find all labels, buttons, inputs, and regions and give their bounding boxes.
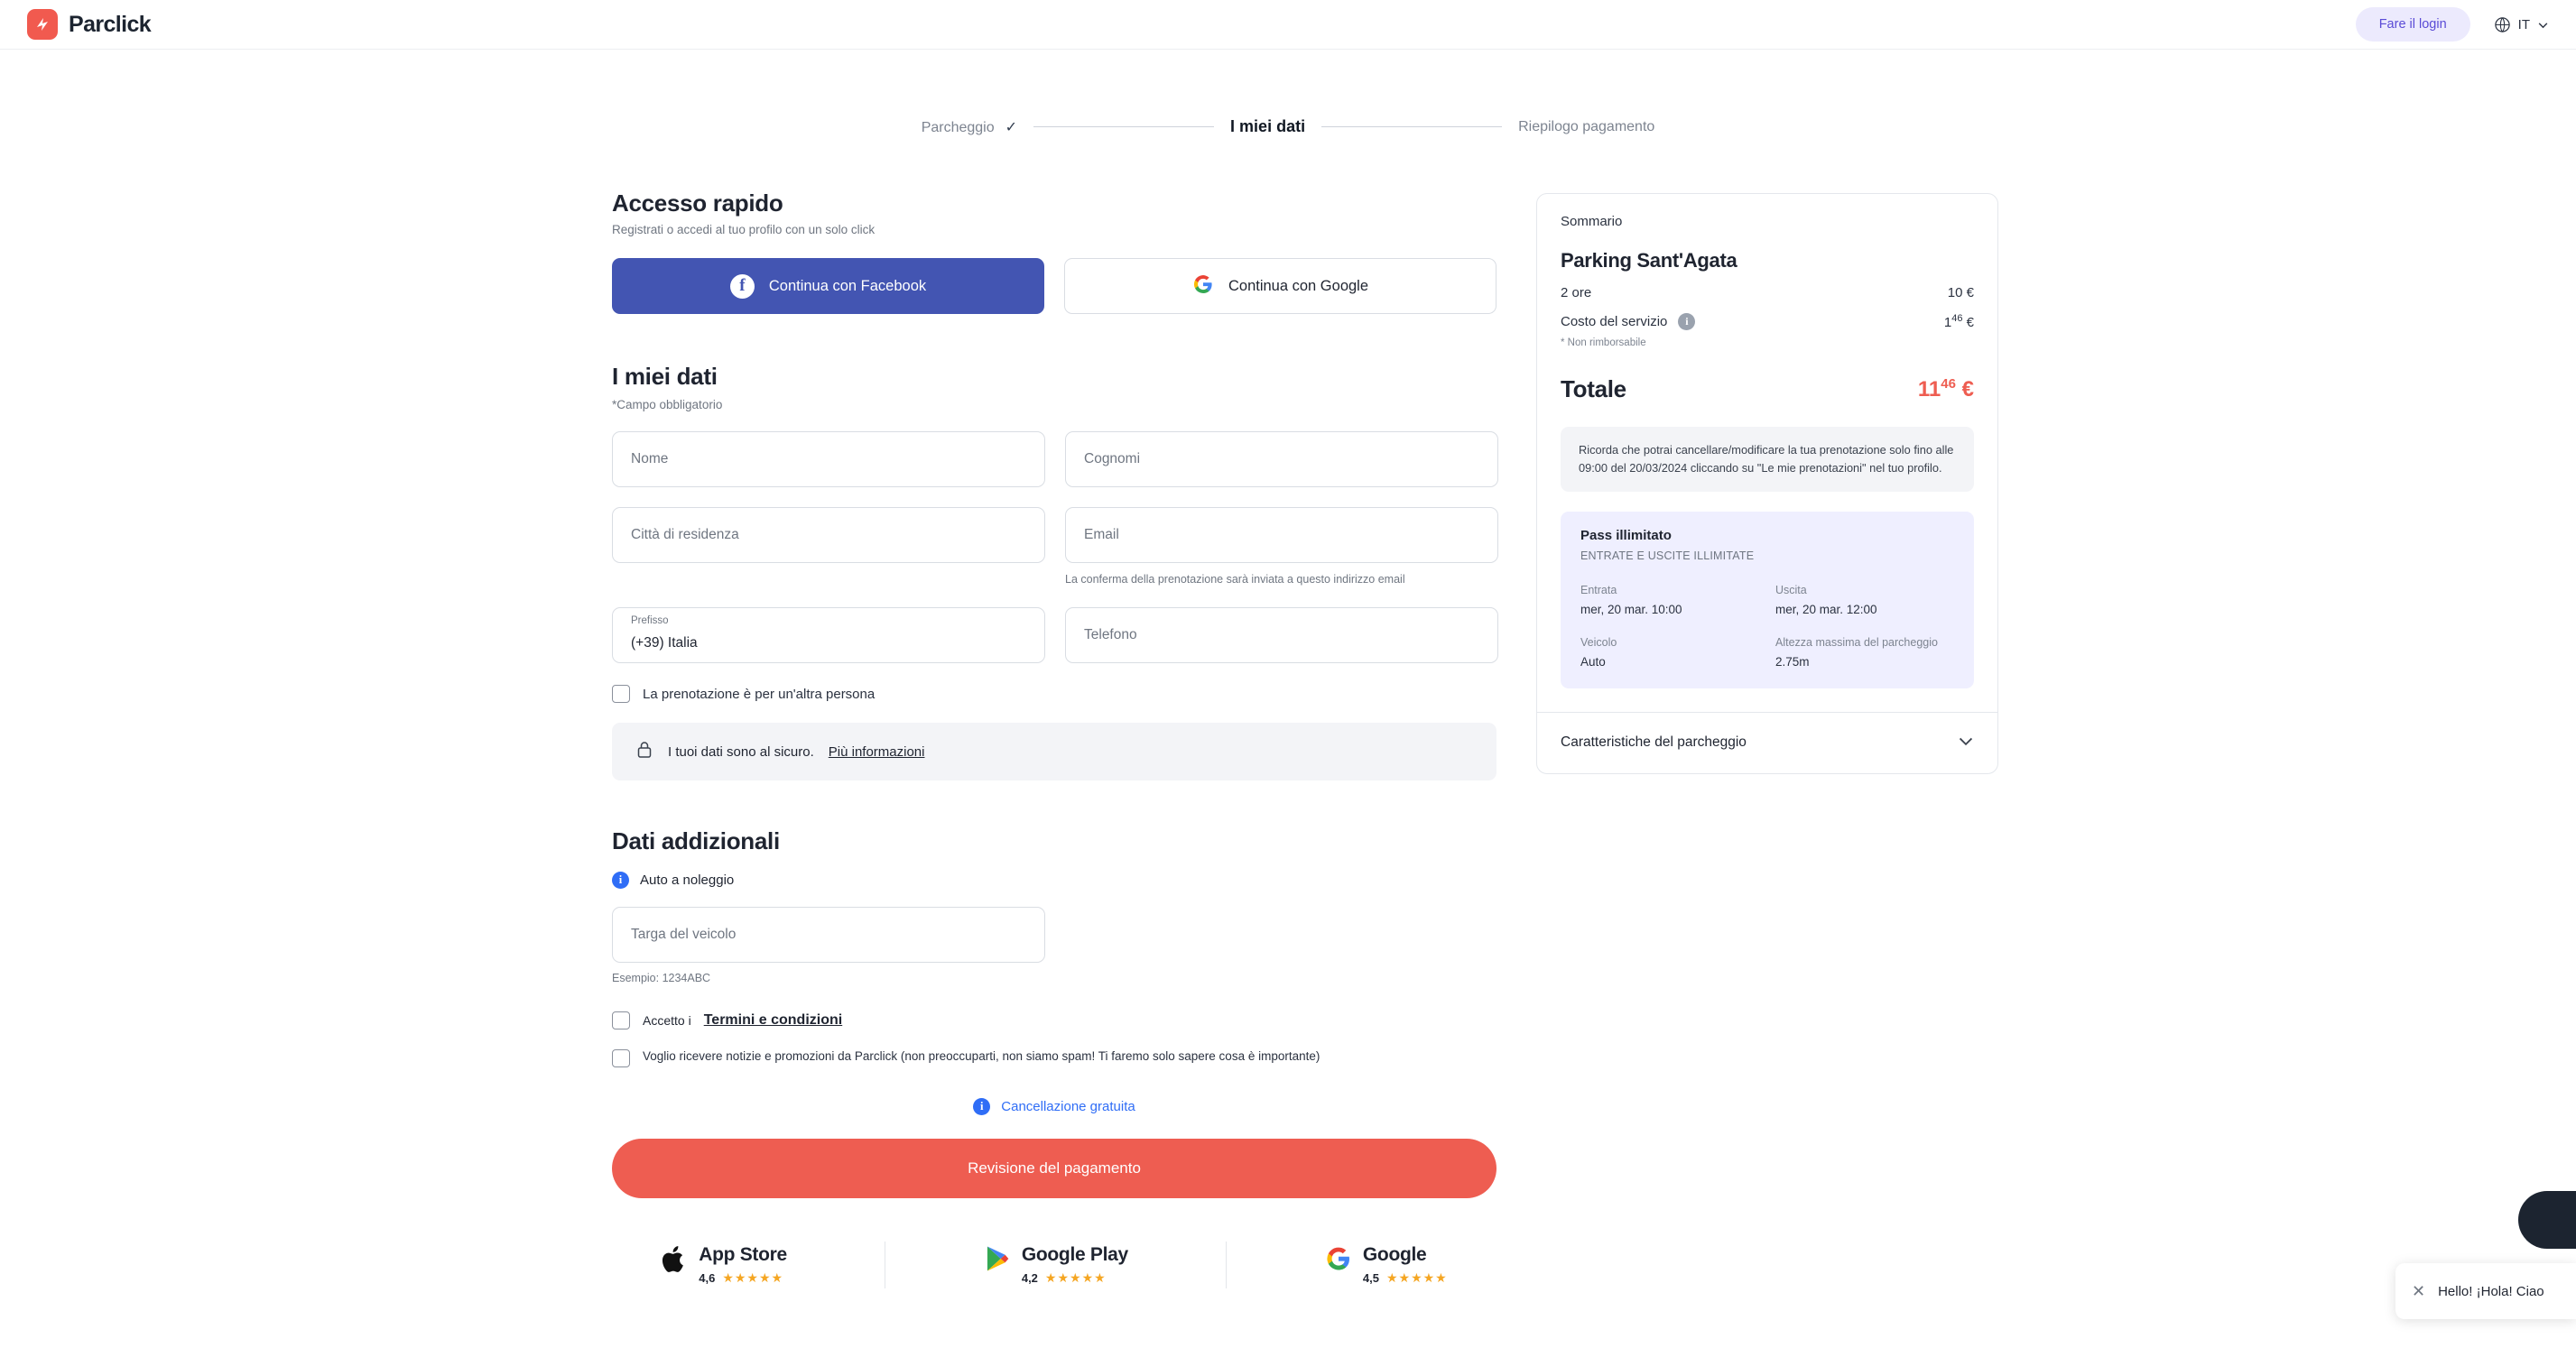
info-icon-service-fee[interactable]: i — [1678, 313, 1695, 330]
entry-label: Entrata — [1580, 583, 1617, 596]
height-value: 2.75m — [1775, 654, 1810, 669]
language-label: IT — [2517, 16, 2530, 32]
prefix-select[interactable] — [612, 607, 1045, 663]
step-parking[interactable]: Parcheggio ✓ — [921, 119, 1018, 135]
exit-cell — [1775, 584, 1954, 616]
social-login-row — [612, 258, 1496, 314]
store-google — [1325, 1244, 1448, 1286]
entry-cell — [1580, 584, 1759, 616]
parking-features-label: Caratteristiche del parcheggio — [1561, 734, 1747, 751]
phone-input[interactable] — [1065, 607, 1498, 663]
rental-car-row — [612, 872, 1496, 889]
chat-launcher-button[interactable] — [2518, 1191, 2576, 1249]
plate-example-text: Esempio: 1234ABC — [612, 972, 711, 985]
chevron-down-icon-features — [1958, 733, 1974, 753]
store-meta — [1022, 1270, 1128, 1286]
vehicle-value: Auto — [1580, 654, 1606, 669]
rental-car-label: Auto a noleggio — [640, 873, 735, 889]
height-cell — [1775, 636, 1954, 669]
email-field-wrap — [1065, 507, 1498, 587]
email-input[interactable] — [1065, 507, 1498, 563]
step-my-data: I miei dati — [1230, 117, 1306, 135]
chevron-down-icon — [2537, 19, 2549, 31]
duration-label: 2 ore — [1561, 285, 1592, 300]
surname-field-wrap — [1065, 431, 1498, 487]
service-fee-price: $1^{46}$ € — [1943, 313, 1974, 330]
non-refundable-note: * Non rimborsabile — [1561, 337, 1646, 348]
parking-features-toggle[interactable] — [1537, 712, 1997, 773]
summary-card — [1536, 193, 1998, 774]
city-field-wrap — [612, 507, 1045, 587]
store-name: Google — [1362, 1244, 1427, 1266]
required-field-note: *Campo obbligatorio — [612, 398, 723, 411]
google-play-icon — [984, 1244, 1011, 1278]
star-rating-icon: ★★★★★ — [1044, 1270, 1107, 1286]
prefix-label: Prefisso — [631, 615, 669, 627]
my-data-title: I miei dati — [612, 363, 718, 390]
stepper-divider-1 — [1033, 126, 1214, 127]
brand-name: Parclick — [69, 11, 152, 37]
vehicle-label: Veicolo — [1580, 635, 1617, 649]
google-icon-badge — [1325, 1244, 1352, 1278]
site-header — [0, 0, 2576, 50]
total-row — [1561, 375, 1974, 403]
promo-checkbox-row[interactable] — [612, 1049, 1496, 1067]
language-selector[interactable] — [2494, 16, 2549, 33]
service-fee-label: Costo del servizio — [1561, 314, 1668, 329]
checkout-stepper — [0, 117, 2576, 136]
star-rating-icon: ★★★★★ — [1385, 1270, 1448, 1286]
terms-prefix-label: Accetto i — [643, 1013, 691, 1029]
total-value: $11^{46}$ € — [1917, 376, 1974, 402]
quick-access-title: Accesso rapido — [612, 189, 783, 217]
surname-input[interactable] — [1065, 431, 1498, 487]
pass-details-grid — [1580, 584, 1954, 669]
lock-icon — [635, 740, 653, 763]
info-icon: i — [612, 872, 629, 889]
name-field-wrap — [612, 431, 1045, 487]
other-person-label: La prenotazione è per un'altra persona — [643, 686, 876, 702]
height-label: Altezza massima del parcheggio — [1775, 635, 1938, 649]
close-icon[interactable]: ✕ — [2412, 1281, 2426, 1300]
city-input[interactable] — [612, 507, 1045, 563]
service-fee-row — [1561, 313, 1974, 330]
more-info-link[interactable]: Più informazioni — [828, 743, 925, 760]
free-cancellation-label: Cancellazione gratuita — [1001, 1099, 1135, 1115]
quick-access-subtitle: Registrati o accedi al tuo profilo con un solo click — [612, 223, 876, 236]
secure-data-banner — [612, 723, 1496, 780]
vehicle-cell — [1580, 636, 1759, 669]
store-app-store — [661, 1244, 787, 1286]
brand-logo[interactable] — [27, 9, 151, 40]
plate-input[interactable] — [612, 907, 1045, 963]
store-score: 4,2 — [1021, 1271, 1038, 1286]
chat-greeting-toast[interactable] — [2395, 1263, 2576, 1319]
cancellation-notice: Ricorda che potrai cancellare/modificare la tua prenotazione solo fino alle 09:00 del 20/03/2024 cliccando su "Le mie prenotazioni" nel tuo profilo. — [1561, 427, 1974, 492]
store-divider-2 — [1226, 1242, 1227, 1288]
store-meta — [699, 1270, 787, 1286]
globe-icon — [2494, 16, 2511, 33]
store-name: Google Play — [1021, 1244, 1128, 1266]
store-score: 4,5 — [1362, 1271, 1379, 1286]
total-label: Totale — [1561, 375, 1626, 402]
google-icon — [1192, 273, 1214, 300]
parking-name: Parking Sant'Agata — [1561, 249, 1737, 272]
login-button[interactable]: Fare il login — [2356, 7, 2470, 42]
summary-column — [1536, 193, 1998, 774]
stepper-divider-2 — [1321, 126, 1502, 127]
additional-data-title: Dati addizionali — [612, 827, 780, 855]
google-login-label: Continua con Google — [1228, 277, 1369, 294]
terms-checkbox-row[interactable] — [612, 1011, 1496, 1029]
duration-row — [1561, 285, 1974, 300]
secure-data-text: I tuoi dati sono al sicuro. — [668, 743, 814, 760]
store-ratings — [612, 1242, 1496, 1288]
pass-subtitle: ENTRATE E USCITE ILLIMITATE — [1580, 549, 1755, 562]
google-login-button[interactable] — [1064, 258, 1496, 314]
free-cancellation-row — [612, 1098, 1496, 1115]
chat-greeting-text: Hello! ¡Hola! Ciao — [2438, 1283, 2544, 1299]
prefix-field-wrap — [612, 607, 1045, 663]
terms-checkbox[interactable] — [612, 1011, 630, 1029]
entry-value: mer, 20 mar. 10:00 — [1580, 602, 1682, 616]
name-input[interactable] — [612, 431, 1045, 487]
store-meta — [1363, 1270, 1448, 1286]
facebook-login-button[interactable] — [612, 258, 1044, 314]
facebook-icon: f — [730, 274, 755, 299]
other-person-checkbox[interactable] — [612, 685, 630, 703]
review-payment-button[interactable]: Revisione del pagamento — [612, 1139, 1496, 1198]
summary-title: Sommario — [1561, 214, 1623, 229]
header-actions — [2356, 7, 2549, 42]
exit-label: Uscita — [1775, 583, 1807, 596]
store-google-play — [984, 1244, 1128, 1286]
info-icon-cancellation: i — [973, 1098, 990, 1115]
star-rating-icon: ★★★★★ — [722, 1270, 784, 1286]
pass-block — [1561, 512, 1974, 688]
pass-title: Pass illimitato — [1580, 527, 1672, 543]
store-score: 4,6 — [699, 1271, 716, 1286]
apple-icon — [661, 1244, 688, 1279]
duration-price: 10 € — [1947, 285, 1974, 300]
promo-checkbox[interactable] — [612, 1049, 630, 1067]
facebook-login-label: Continua con Facebook — [768, 277, 927, 294]
plate-field-wrap — [612, 907, 1496, 984]
store-name: App Store — [699, 1244, 787, 1266]
personal-fields-grid — [612, 431, 1496, 663]
other-person-checkbox-row[interactable] — [612, 685, 1496, 703]
form-column — [612, 189, 1496, 1288]
phone-field-wrap — [1065, 607, 1498, 663]
step-payment-summary: Riepilogo pagamento — [1518, 118, 1655, 134]
email-helper-text: La conferma della prenotazione sarà inviata a questo indirizzo email — [1065, 573, 1405, 586]
promo-label: Voglio ricevere notizie e promozioni da Parclick (non preoccuparti, non siamo spam! Ti faremo solo sapere cosa è importante) — [643, 1049, 1320, 1064]
parclick-logo-icon — [27, 9, 58, 40]
terms-link[interactable]: Termini e condizioni — [703, 1012, 843, 1029]
service-fee-left — [1561, 313, 1695, 330]
exit-value: mer, 20 mar. 12:00 — [1775, 602, 1877, 616]
check-icon: ✓ — [1005, 119, 1018, 135]
